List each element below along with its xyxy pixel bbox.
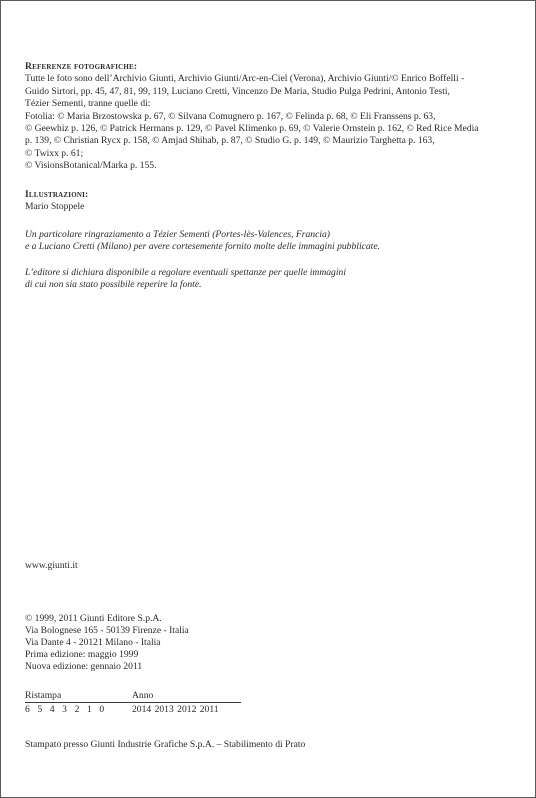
acknowledgement-line: Un particolare ringraziamento a Tézier Sementi (Portes-lès-Valences, Francia) [25, 229, 330, 240]
print-run-table [25, 689, 241, 717]
photo-credits-line: Tézier Sementi, tranne quelle di: [25, 98, 151, 110]
acknowledgement-line: e a Luciano Cretti (Milano) per avere cortesemente fornito molte delle immagini pubblicate. [25, 241, 380, 253]
acknowledgements [25, 229, 520, 254]
photo-credits-line: Tutte le foto sono dell’Archivio Giunti, Archivio Giunti/Arc-en-Ciel (Verona), Archivio Giunti/© Enrico Boffelli - [25, 73, 465, 85]
new-edition: Nuova edizione: gennaio 2011 [25, 661, 143, 672]
photo-credits-line: Guido Sirtori, pp. 45, 47, 81, 99, 119, Luciano Cretti, Vincenzo De Maria, Studio Pulga Pedrini, Antonio Testi, [25, 85, 450, 97]
address-milan: Via Dante 4 - 20121 Milano - Italia [25, 637, 161, 648]
reprint-years: 2014 2013 2012 2011 [132, 704, 219, 715]
year-label: Anno [132, 690, 154, 701]
address-milan-florence: Via Bolognese 165 - 50139 Firenze - Italia [25, 625, 189, 636]
rights-disclaimer [25, 267, 520, 292]
printer-line: Stampato presso Giunti Industrie Grafiche S.p.A. – Stabilimento di Prato [25, 739, 306, 750]
copyright-line: © 1999, 2011 Giunti Editore S.p.A. [25, 613, 162, 624]
photo-credits-section [25, 61, 520, 173]
reprint-label: Ristampa [25, 690, 62, 701]
illustrations-section [25, 189, 520, 214]
first-edition: Prima edizione: maggio 1999 [25, 649, 139, 660]
disclaimer-line: di cui non sia stato possibile reperire la fonte. [25, 279, 202, 291]
photo-credits-heading: Referenze fotografiche: [25, 61, 138, 72]
reprint-numbers: 6 5 4 3 2 1 0 [25, 704, 107, 715]
photo-credits-line: © VisionsBotanical/Marka p. 155. [25, 160, 157, 172]
photo-credits-line: © Geewhiz p. 126, © Patrick Hermans p. 129, © Pavel Klimenko p. 69, © Valerie Ornstein p. 162, © Red Rice Media [25, 123, 479, 135]
illustrator-name: Mario Stoppele [25, 201, 85, 213]
print-run-values [25, 703, 241, 717]
photo-credits-line: p. 139, © Christian Rycx p. 158, © Amjad Shihab, p. 87, © Studio G. p. 149, © Maurizio Targhetta p. 163, [25, 135, 435, 147]
photo-credits-line: © Twixx p. 61; [25, 147, 84, 159]
photo-credits-line: Fotolia: © Maria Brzostowska p. 67, © Silvana Comugnero p. 167, © Felinda p. 68, © Eli Franssens p. 63, [25, 110, 436, 122]
publisher-info [25, 613, 520, 673]
disclaimer-line: L’editore si dichiara disponibile a regolare eventuali spettanze per quelle immagini [25, 267, 346, 278]
illustrations-heading: Illustrazioni: [25, 189, 89, 200]
website-url[interactable]: www.giunti.it [25, 560, 78, 571]
print-run-header [25, 689, 241, 703]
